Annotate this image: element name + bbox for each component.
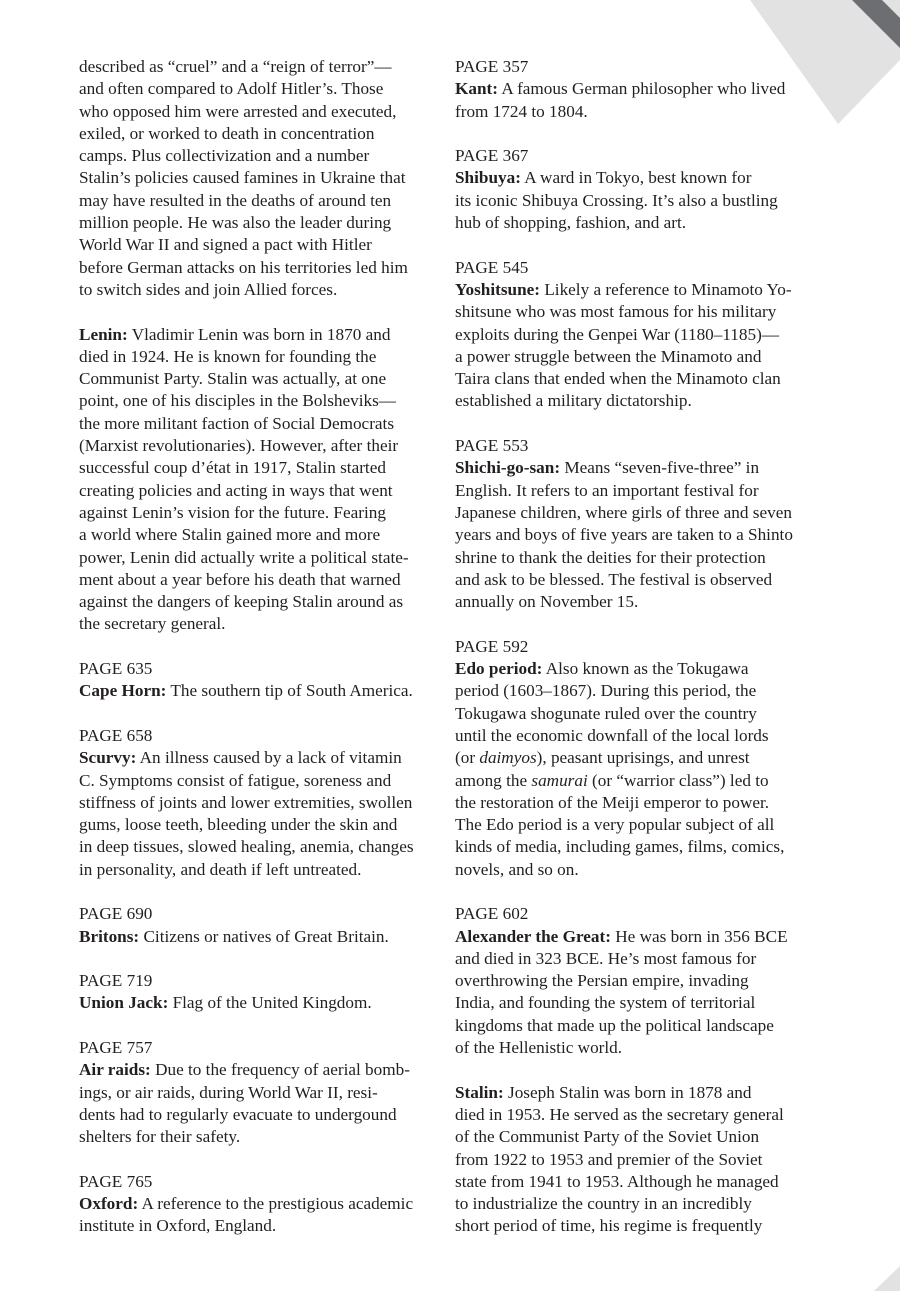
page-label: PAGE 635 <box>79 659 153 679</box>
glossary-entry <box>79 903 419 948</box>
entry-text-line: point, one of his disciples in the Bolsheviks— <box>79 391 396 411</box>
entry-text: Joseph Stalin was born in 1878 and <box>503 1082 752 1102</box>
entry-text-line: dents had to regularly evacuate to undergound <box>79 1104 397 1124</box>
entry-text-line: period (1603–1867). During this period, the <box>455 681 757 701</box>
entry-term: Stalin: <box>455 1082 504 1102</box>
entry-term: Air raids: <box>79 1060 151 1080</box>
entry-term: Lenin: <box>79 324 128 344</box>
entry-text-line: shitsune who was most famous for his military <box>455 302 777 322</box>
entry-text-line: Communist Party. Stalin was actually, at one <box>79 369 387 389</box>
entry-text-line: its iconic Shibuya Crossing. It’s also a bustling <box>455 190 778 210</box>
entry-term: Union Jack: <box>79 993 169 1013</box>
entry-text-line: shelters for their safety. <box>79 1127 241 1147</box>
entry-text-line: and died in 323 BCE. He’s most famous for <box>455 948 757 968</box>
entry-text: A reference to the prestigious academic <box>138 1194 414 1214</box>
entry-text: An illness caused by a lack of vitamin <box>136 748 402 768</box>
entry-text-line: successful coup d’état in 1917, Stalin started <box>79 458 386 478</box>
entry-text-line: Japanese children, where girls of three and seven <box>455 502 792 522</box>
entry-text-line: described as “cruel” and a “reign of terror”— <box>79 57 392 76</box>
entry-text: Also known as the Tokugawa <box>542 659 749 679</box>
entry-term: Scurvy: <box>79 748 137 768</box>
entry-text: Means “seven-five-three” in <box>560 458 760 478</box>
entry-text-line: died in 1953. He served as the secretary general <box>455 1104 784 1124</box>
entry-text-line: the more militant faction of Social Democrats <box>79 413 395 433</box>
entry-text-line: C. Symptoms consist of fatigue, soreness and <box>79 770 392 790</box>
entry-text-line: camps. Plus collectivization and a number <box>79 146 370 166</box>
entry-text-line: to switch sides and join Allied forces. <box>79 279 338 299</box>
entry-text-line: shrine to thank the deities for their protection <box>455 547 766 567</box>
entry-term: Oxford: <box>79 1194 139 1214</box>
entry-text-line: novels, and so on. <box>455 859 579 879</box>
entry-term: Cape Horn: <box>79 681 167 701</box>
entry-text: Due to the frequency of aerial bomb- <box>150 1060 410 1080</box>
entry-text-line: overthrowing the Persian empire, invading <box>455 971 749 991</box>
entry-text: A famous German philosopher who lived <box>497 79 786 99</box>
entry-text-line: from 1922 to 1953 and premier of the Soviet <box>455 1149 763 1169</box>
glossary-entry <box>79 725 419 881</box>
entry-text: A ward in Tokyo, best known for <box>520 168 752 188</box>
italic-term: daimyos <box>479 748 537 768</box>
entry-text-line: World War II and signed a pact with Hitler <box>79 235 372 255</box>
entry-text-line: and ask to be blessed. The festival is observed <box>455 569 773 589</box>
glossary-entry <box>455 56 800 123</box>
entry-text-line: until the economic downfall of the local lords <box>455 725 769 745</box>
entry-text-line: in deep tissues, slowed healing, anemia, changes <box>79 837 414 857</box>
glossary-entry <box>79 1171 419 1238</box>
entry-text-line: in personality, and death if left untreated. <box>79 859 362 879</box>
entry-text-line: died in 1924. He is known for founding the <box>79 346 377 366</box>
glossary-entry <box>455 145 800 234</box>
entry-text-line: million people. He was also the leader during <box>79 213 392 233</box>
entry-text-line: exiled, or worked to death in concentration <box>79 123 375 143</box>
entry-text-line: of the Communist Party of the Soviet Union <box>455 1127 760 1147</box>
glossary-entry <box>455 257 800 413</box>
entry-text-line: gums, loose teeth, bleeding under the skin and <box>79 815 398 835</box>
page-label: PAGE 757 <box>79 1038 153 1058</box>
entry-text-line: and often compared to Adolf Hitler’s. Those <box>79 79 384 99</box>
entry-text: Citizens or natives of Great Britain. <box>139 926 389 946</box>
entry-text-line: power, Lenin did actually write a political state- <box>79 547 409 567</box>
entry-alexander-the-great <box>455 903 800 1059</box>
entry-text-line: a world where Stalin gained more and more <box>79 525 381 545</box>
page-label: PAGE 690 <box>79 904 153 924</box>
page-label: PAGE 553 <box>455 436 529 456</box>
page-label: PAGE 719 <box>79 971 153 991</box>
entry-text-line: before German attacks on his territories led him <box>79 257 408 277</box>
entry-text-line: against the dangers of keeping Stalin around as <box>79 592 404 612</box>
entry-text-line: kingdoms that made up the political landscape <box>455 1015 774 1035</box>
entry-text-line: Taira clans that ended when the Minamoto clan <box>455 369 781 389</box>
entry-term: Shibuya: <box>455 168 521 188</box>
entry-text-line: against Lenin’s vision for the future. Fearing <box>79 502 386 522</box>
entry-text: He was born in 356 BCE <box>610 926 788 946</box>
italic-term: samurai <box>531 770 588 790</box>
right-column <box>455 56 800 1260</box>
entry-text-line: of the Hellenistic world. <box>455 1038 623 1058</box>
corner-decoration-bottom <box>870 1266 900 1291</box>
entry-text-line: to industrialize the country in an incredibly <box>455 1194 752 1214</box>
entry-text-line: hub of shopping, fashion, and art. <box>455 213 687 233</box>
entry-text-line: (Marxist revolutionaries). However, after their <box>79 436 399 456</box>
entry-text-line: ings, or air raids, during World War II, resi- <box>79 1082 378 1102</box>
page-label: PAGE 357 <box>455 57 529 76</box>
entry-text-line: institute in Oxford, England. <box>79 1216 277 1236</box>
entry-text-line: established a military dictatorship. <box>455 391 692 411</box>
glossary-entry <box>79 1037 419 1148</box>
entry-term: Alexander the Great: <box>455 926 611 946</box>
entry-term: Edo period: <box>455 659 543 679</box>
entry-text: Flag of the United Kingdom. <box>168 993 372 1013</box>
entry-text-line: who opposed him were arrested and executed, <box>79 101 397 121</box>
entry-text-line: the restoration of the Meiji emperor to power. <box>455 792 770 812</box>
entry-text-line: exploits during the Genpei War (1180–1185)— <box>455 324 780 344</box>
entry-text-line: India, and founding the system of territorial <box>455 993 756 1013</box>
page-label: PAGE 592 <box>455 636 529 656</box>
entry-text-line: years and boys of five years are taken to a Shinto <box>455 525 793 545</box>
glossary-entry <box>79 658 419 703</box>
entry-text-line: the secretary general. <box>79 614 226 634</box>
entry-text-line: from 1724 to 1804. <box>455 101 588 121</box>
glossary-entry <box>79 970 419 1015</box>
entry-term: Kant: <box>455 79 498 99</box>
entry-text-line: Stalin’s policies caused famines in Ukraine that <box>79 168 406 188</box>
entry-text-line: Tokugawa shogunate ruled over the country <box>455 703 757 723</box>
left-column <box>79 56 419 1260</box>
glossary-entry <box>455 435 800 613</box>
entry-text: Vladimir Lenin was born in 1870 and <box>127 324 391 344</box>
entry-text-line: state from 1941 to 1953. Although he managed <box>455 1171 779 1191</box>
entry-text-line: ment about a year before his death that warned <box>79 569 401 589</box>
entry-text-line: short period of time, his regime is frequently <box>455 1216 763 1236</box>
entry-text: Likely a reference to Minamoto Yo- <box>540 279 792 299</box>
entry-text-line: (or daimyos), peasant uprisings, and unrest <box>455 748 750 768</box>
entry-text: The southern tip of South America. <box>166 681 413 701</box>
entry-term: Shichi-go-san: <box>455 458 561 478</box>
entry-text-line: among the samurai (or “warrior class”) led to <box>455 770 769 790</box>
entry-text-line: kinds of media, including games, films, comics, <box>455 837 785 857</box>
entry-term: Britons: <box>79 926 140 946</box>
page-label: PAGE 367 <box>455 146 529 166</box>
entry-text-line: English. It refers to an important festival for <box>455 480 759 500</box>
entry-lenin <box>79 324 419 636</box>
entry-edo-period <box>455 636 800 881</box>
entry-stalin <box>455 1082 800 1238</box>
page-label: PAGE 765 <box>79 1171 153 1191</box>
entry-text-line: may have resulted in the deaths of around ten <box>79 190 392 210</box>
entry-text-line: The Edo period is a very popular subject of all <box>455 815 775 835</box>
page-label: PAGE 602 <box>455 904 529 924</box>
entry-term: Yoshitsune: <box>455 279 541 299</box>
entry-text-line: creating policies and acting in ways that went <box>79 480 393 500</box>
page-label: PAGE 545 <box>455 257 529 277</box>
entry-text-line: annually on November 15. <box>455 592 639 612</box>
entry-text-line: stiffness of joints and lower extremities, swollen <box>79 792 413 812</box>
entry-stalin-continued <box>79 56 419 301</box>
entry-text-line: a power struggle between the Minamoto and <box>455 346 762 366</box>
page-label: PAGE 658 <box>79 725 153 745</box>
